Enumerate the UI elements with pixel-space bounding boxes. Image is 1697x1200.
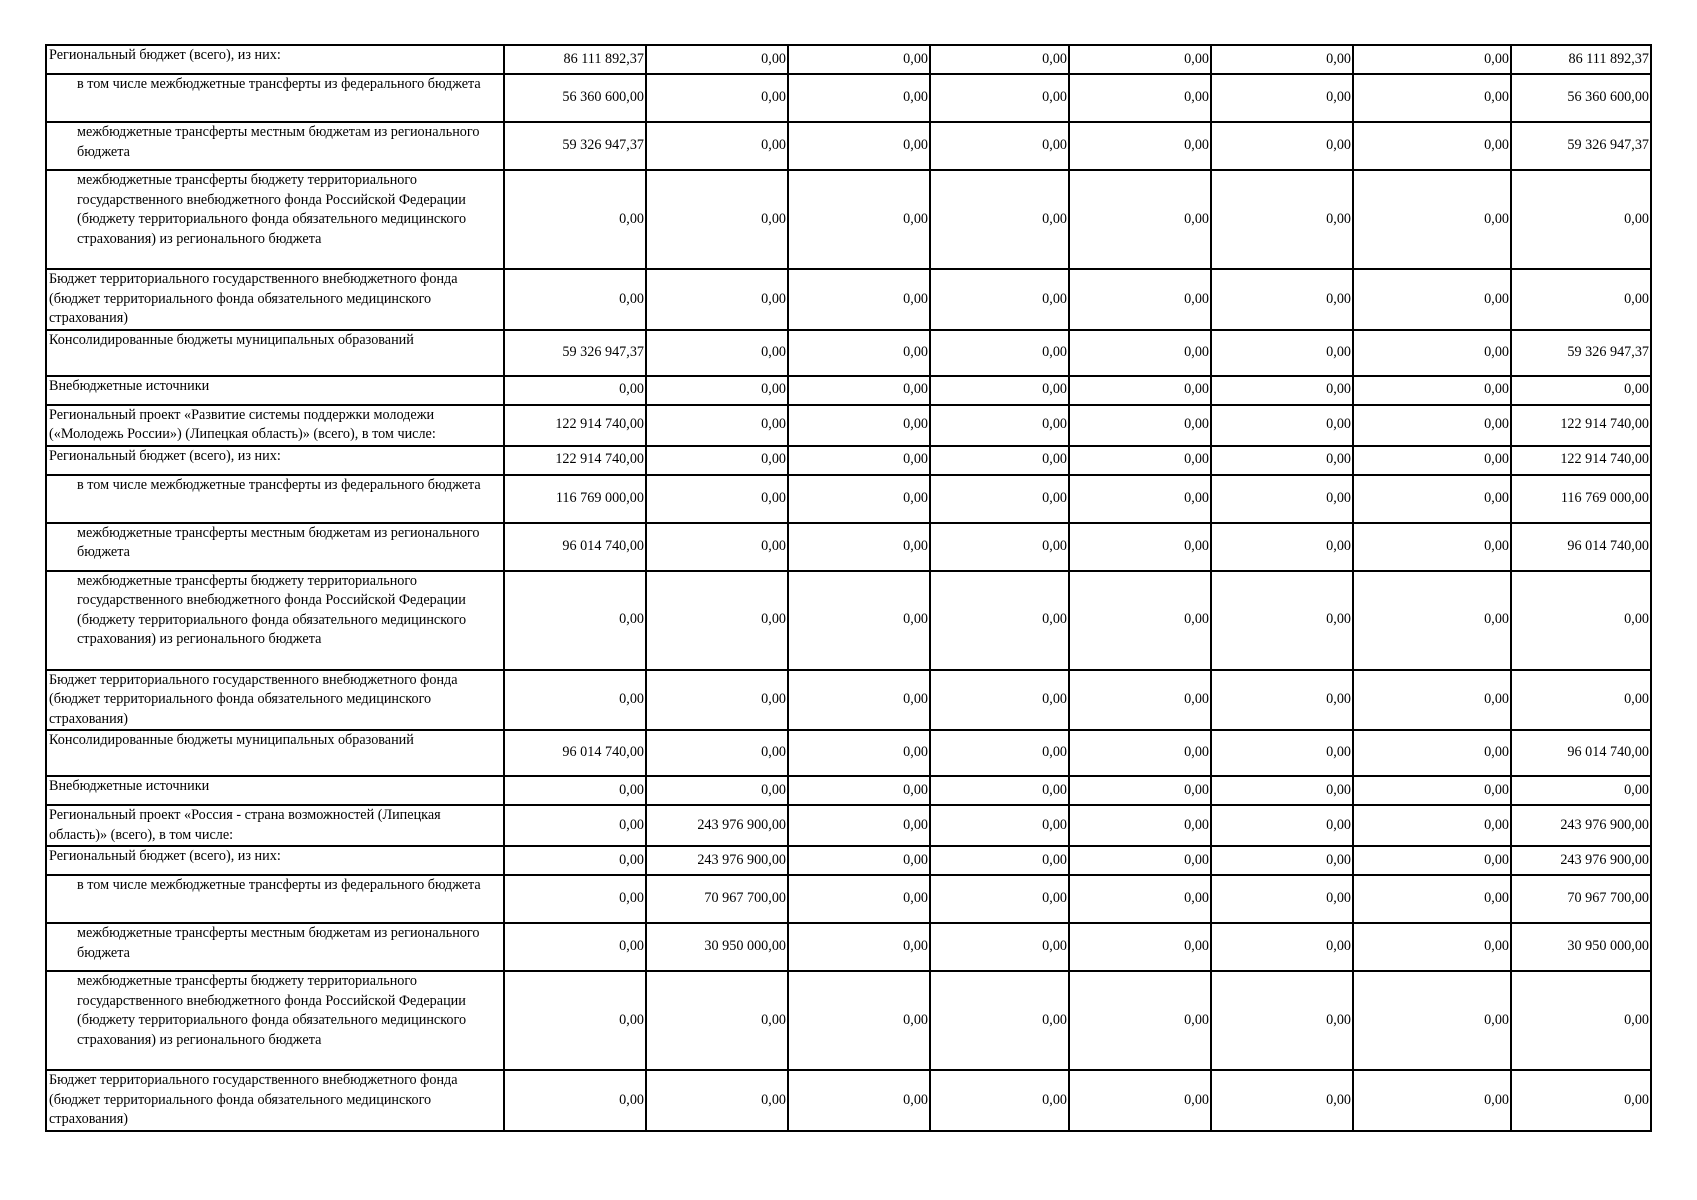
value-cell: 116 769 000,00 <box>1511 475 1651 523</box>
value-cell: 0,00 <box>788 376 930 405</box>
value-cell: 0,00 <box>646 170 788 269</box>
value-cell: 0,00 <box>1211 730 1353 776</box>
row-label: Внебюджетные источники <box>46 776 504 805</box>
value-cell: 122 914 740,00 <box>504 405 646 446</box>
table-row <box>46 446 1651 475</box>
value-cell: 0,00 <box>1211 45 1353 74</box>
value-cell: 0,00 <box>1353 776 1511 805</box>
value-cell: 0,00 <box>1211 122 1353 170</box>
value-cell: 243 976 900,00 <box>646 846 788 875</box>
value-cell: 0,00 <box>930 670 1069 731</box>
value-cell: 0,00 <box>1069 523 1211 571</box>
value-cell: 70 967 700,00 <box>1511 875 1651 923</box>
value-cell: 0,00 <box>1211 971 1353 1070</box>
value-cell: 0,00 <box>930 446 1069 475</box>
row-label: Бюджет территориального государственного внебюджетного фонда (бюджет территориального фонда обязательного медицинского страхования) <box>46 269 504 330</box>
value-cell: 0,00 <box>788 269 930 330</box>
row-label: Консолидированные бюджеты муниципальных образований <box>46 330 504 376</box>
value-cell: 86 111 892,37 <box>504 45 646 74</box>
value-cell: 0,00 <box>1069 805 1211 846</box>
value-cell: 0,00 <box>1211 330 1353 376</box>
value-cell: 0,00 <box>1069 923 1211 971</box>
value-cell: 0,00 <box>1069 405 1211 446</box>
value-cell: 0,00 <box>646 269 788 330</box>
row-label: Бюджет территориального государственного внебюджетного фонда (бюджет территориального фонда обязательного медицинского страхования) <box>46 1070 504 1131</box>
value-cell: 0,00 <box>788 875 930 923</box>
table-row <box>46 776 1651 805</box>
value-cell: 0,00 <box>930 330 1069 376</box>
value-cell: 0,00 <box>930 405 1069 446</box>
value-cell: 0,00 <box>1353 475 1511 523</box>
value-cell: 86 111 892,37 <box>1511 45 1651 74</box>
value-cell: 0,00 <box>930 805 1069 846</box>
table-row <box>46 1070 1651 1131</box>
value-cell: 0,00 <box>646 571 788 670</box>
value-cell: 0,00 <box>504 269 646 330</box>
value-cell: 96 014 740,00 <box>1511 730 1651 776</box>
row-label: в том числе межбюджетные трансферты из федерального бюджета <box>46 475 504 523</box>
value-cell: 0,00 <box>1069 376 1211 405</box>
value-cell: 70 967 700,00 <box>646 875 788 923</box>
value-cell: 0,00 <box>1211 446 1353 475</box>
value-cell: 0,00 <box>1353 670 1511 731</box>
table-row <box>46 670 1651 731</box>
value-cell: 0,00 <box>504 971 646 1070</box>
table-row <box>46 170 1651 269</box>
value-cell: 0,00 <box>646 776 788 805</box>
value-cell: 0,00 <box>1353 523 1511 571</box>
value-cell: 56 360 600,00 <box>1511 74 1651 122</box>
value-cell: 0,00 <box>930 170 1069 269</box>
value-cell: 0,00 <box>930 74 1069 122</box>
value-cell: 0,00 <box>504 875 646 923</box>
row-label: межбюджетные трансферты бюджету территориального государственного внебюджетного фонда Российской Федерации (бюджету территориального фонда обязательного медицинского страхования) из регионального бюджета <box>46 971 504 1070</box>
value-cell: 0,00 <box>1069 670 1211 731</box>
value-cell: 0,00 <box>930 923 1069 971</box>
value-cell: 0,00 <box>1069 475 1211 523</box>
value-cell: 0,00 <box>788 446 930 475</box>
value-cell: 0,00 <box>646 405 788 446</box>
table-row <box>46 74 1651 122</box>
value-cell: 0,00 <box>1353 45 1511 74</box>
row-label: в том числе межбюджетные трансферты из федерального бюджета <box>46 875 504 923</box>
table-row <box>46 923 1651 971</box>
value-cell: 0,00 <box>788 971 930 1070</box>
value-cell: 0,00 <box>1211 776 1353 805</box>
value-cell: 243 976 900,00 <box>646 805 788 846</box>
value-cell: 59 326 947,37 <box>1511 122 1651 170</box>
row-label: Региональный бюджет (всего), из них: <box>46 446 504 475</box>
row-label: Региональный проект «Развитие системы поддержки молодежи («Молодежь России») (Липецкая область)» (всего), в том числе: <box>46 405 504 446</box>
table-row <box>46 875 1651 923</box>
value-cell: 0,00 <box>788 122 930 170</box>
row-label: межбюджетные трансферты бюджету территориального государственного внебюджетного фонда Российской Федерации (бюджету территориального фонда обязательного медицинского страхования) из регионального бюджета <box>46 571 504 670</box>
value-cell: 0,00 <box>1353 1070 1511 1131</box>
value-cell: 0,00 <box>1211 475 1353 523</box>
value-cell: 0,00 <box>930 376 1069 405</box>
value-cell: 0,00 <box>788 670 930 731</box>
value-cell: 0,00 <box>1353 122 1511 170</box>
value-cell: 0,00 <box>646 971 788 1070</box>
value-cell: 0,00 <box>1069 1070 1211 1131</box>
value-cell: 122 914 740,00 <box>1511 405 1651 446</box>
value-cell: 0,00 <box>788 170 930 269</box>
value-cell: 0,00 <box>1353 74 1511 122</box>
table-row <box>46 730 1651 776</box>
value-cell: 0,00 <box>1353 376 1511 405</box>
value-cell: 0,00 <box>646 74 788 122</box>
value-cell: 0,00 <box>646 670 788 731</box>
value-cell: 59 326 947,37 <box>504 330 646 376</box>
table-row <box>46 971 1651 1070</box>
value-cell: 0,00 <box>1211 405 1353 446</box>
value-cell: 0,00 <box>1211 376 1353 405</box>
table-row <box>46 846 1651 875</box>
table-row <box>46 571 1651 670</box>
row-label: межбюджетные трансферты местным бюджетам из регионального бюджета <box>46 923 504 971</box>
table-body <box>46 45 1651 1131</box>
value-cell: 0,00 <box>1211 74 1353 122</box>
value-cell: 0,00 <box>646 1070 788 1131</box>
row-label: Консолидированные бюджеты муниципальных образований <box>46 730 504 776</box>
value-cell: 0,00 <box>1069 45 1211 74</box>
value-cell: 116 769 000,00 <box>504 475 646 523</box>
value-cell: 96 014 740,00 <box>1511 523 1651 571</box>
value-cell: 59 326 947,37 <box>1511 330 1651 376</box>
value-cell: 0,00 <box>1511 971 1651 1070</box>
row-label: межбюджетные трансферты местным бюджетам из регионального бюджета <box>46 122 504 170</box>
table-row <box>46 405 1651 446</box>
value-cell: 0,00 <box>1211 670 1353 731</box>
value-cell: 122 914 740,00 <box>1511 446 1651 475</box>
value-cell: 243 976 900,00 <box>1511 805 1651 846</box>
value-cell: 0,00 <box>1211 1070 1353 1131</box>
value-cell: 0,00 <box>1353 170 1511 269</box>
value-cell: 0,00 <box>646 446 788 475</box>
value-cell: 0,00 <box>1353 846 1511 875</box>
row-label: Региональный бюджет (всего), из них: <box>46 846 504 875</box>
value-cell: 0,00 <box>788 330 930 376</box>
value-cell: 30 950 000,00 <box>646 923 788 971</box>
value-cell: 0,00 <box>788 730 930 776</box>
value-cell: 59 326 947,37 <box>504 122 646 170</box>
row-label: Бюджет территориального государственного внебюджетного фонда (бюджет территориального фонда обязательного медицинского страхования) <box>46 670 504 731</box>
value-cell: 0,00 <box>788 405 930 446</box>
value-cell: 0,00 <box>788 776 930 805</box>
value-cell: 0,00 <box>646 122 788 170</box>
value-cell: 0,00 <box>930 776 1069 805</box>
value-cell: 0,00 <box>1211 846 1353 875</box>
value-cell: 0,00 <box>1353 269 1511 330</box>
value-cell: 0,00 <box>504 776 646 805</box>
value-cell: 0,00 <box>504 376 646 405</box>
value-cell: 0,00 <box>1353 571 1511 670</box>
value-cell: 0,00 <box>788 45 930 74</box>
value-cell: 0,00 <box>504 1070 646 1131</box>
value-cell: 0,00 <box>504 571 646 670</box>
value-cell: 0,00 <box>504 923 646 971</box>
value-cell: 0,00 <box>1069 446 1211 475</box>
value-cell: 0,00 <box>1069 571 1211 670</box>
value-cell: 0,00 <box>1353 405 1511 446</box>
row-label: в том числе межбюджетные трансферты из федерального бюджета <box>46 74 504 122</box>
value-cell: 0,00 <box>1069 776 1211 805</box>
value-cell: 0,00 <box>1511 170 1651 269</box>
value-cell: 0,00 <box>1069 330 1211 376</box>
value-cell: 0,00 <box>930 971 1069 1070</box>
value-cell: 0,00 <box>646 45 788 74</box>
value-cell: 0,00 <box>930 475 1069 523</box>
value-cell: 0,00 <box>1211 170 1353 269</box>
value-cell: 0,00 <box>1069 971 1211 1070</box>
value-cell: 0,00 <box>1353 330 1511 376</box>
value-cell: 0,00 <box>1069 730 1211 776</box>
table-row <box>46 475 1651 523</box>
table-row <box>46 269 1651 330</box>
value-cell: 122 914 740,00 <box>504 446 646 475</box>
value-cell: 0,00 <box>788 523 930 571</box>
value-cell: 0,00 <box>788 74 930 122</box>
value-cell: 96 014 740,00 <box>504 730 646 776</box>
value-cell: 0,00 <box>1511 1070 1651 1131</box>
value-cell: 0,00 <box>504 170 646 269</box>
value-cell: 0,00 <box>930 45 1069 74</box>
value-cell: 0,00 <box>788 571 930 670</box>
table-row <box>46 45 1651 74</box>
value-cell: 0,00 <box>1511 670 1651 731</box>
value-cell: 0,00 <box>1211 805 1353 846</box>
row-label: межбюджетные трансферты бюджету территориального государственного внебюджетного фонда Российской Федерации (бюджету территориального фонда обязательного медицинского страхования) из регионального бюджета <box>46 170 504 269</box>
row-label: Региональный бюджет (всего), из них: <box>46 45 504 74</box>
value-cell: 0,00 <box>930 523 1069 571</box>
value-cell: 0,00 <box>788 475 930 523</box>
value-cell: 0,00 <box>788 923 930 971</box>
value-cell: 0,00 <box>1069 170 1211 269</box>
value-cell: 0,00 <box>1353 730 1511 776</box>
table-row <box>46 376 1651 405</box>
value-cell: 0,00 <box>646 330 788 376</box>
value-cell: 0,00 <box>1211 269 1353 330</box>
budget-table <box>45 44 1652 1132</box>
value-cell: 0,00 <box>930 1070 1069 1131</box>
value-cell: 0,00 <box>1069 875 1211 923</box>
value-cell: 0,00 <box>1353 875 1511 923</box>
value-cell: 0,00 <box>930 730 1069 776</box>
value-cell: 0,00 <box>1211 875 1353 923</box>
value-cell: 0,00 <box>1511 776 1651 805</box>
value-cell: 0,00 <box>1353 971 1511 1070</box>
value-cell: 0,00 <box>646 376 788 405</box>
value-cell: 0,00 <box>1069 846 1211 875</box>
value-cell: 0,00 <box>1353 805 1511 846</box>
value-cell: 0,00 <box>1211 571 1353 670</box>
value-cell: 0,00 <box>646 475 788 523</box>
row-label: Региональный проект «Россия - страна возможностей (Липецкая область)» (всего), в том числе: <box>46 805 504 846</box>
value-cell: 56 360 600,00 <box>504 74 646 122</box>
value-cell: 0,00 <box>504 846 646 875</box>
value-cell: 243 976 900,00 <box>1511 846 1651 875</box>
value-cell: 0,00 <box>1511 376 1651 405</box>
value-cell: 30 950 000,00 <box>1511 923 1651 971</box>
value-cell: 0,00 <box>1511 571 1651 670</box>
value-cell: 0,00 <box>1211 923 1353 971</box>
value-cell: 0,00 <box>930 875 1069 923</box>
row-label: межбюджетные трансферты местным бюджетам из регионального бюджета <box>46 523 504 571</box>
value-cell: 0,00 <box>788 1070 930 1131</box>
value-cell: 0,00 <box>930 122 1069 170</box>
value-cell: 96 014 740,00 <box>504 523 646 571</box>
value-cell: 0,00 <box>646 730 788 776</box>
value-cell: 0,00 <box>1069 122 1211 170</box>
value-cell: 0,00 <box>1353 446 1511 475</box>
value-cell: 0,00 <box>930 571 1069 670</box>
value-cell: 0,00 <box>788 805 930 846</box>
value-cell: 0,00 <box>1211 523 1353 571</box>
table-row <box>46 122 1651 170</box>
row-label: Внебюджетные источники <box>46 376 504 405</box>
value-cell: 0,00 <box>788 846 930 875</box>
table-row <box>46 805 1651 846</box>
value-cell: 0,00 <box>1069 74 1211 122</box>
value-cell: 0,00 <box>1511 269 1651 330</box>
value-cell: 0,00 <box>1069 269 1211 330</box>
table-row <box>46 330 1651 376</box>
value-cell: 0,00 <box>504 670 646 731</box>
value-cell: 0,00 <box>504 805 646 846</box>
value-cell: 0,00 <box>646 523 788 571</box>
table-row <box>46 523 1651 571</box>
value-cell: 0,00 <box>1353 923 1511 971</box>
value-cell: 0,00 <box>930 846 1069 875</box>
value-cell: 0,00 <box>930 269 1069 330</box>
